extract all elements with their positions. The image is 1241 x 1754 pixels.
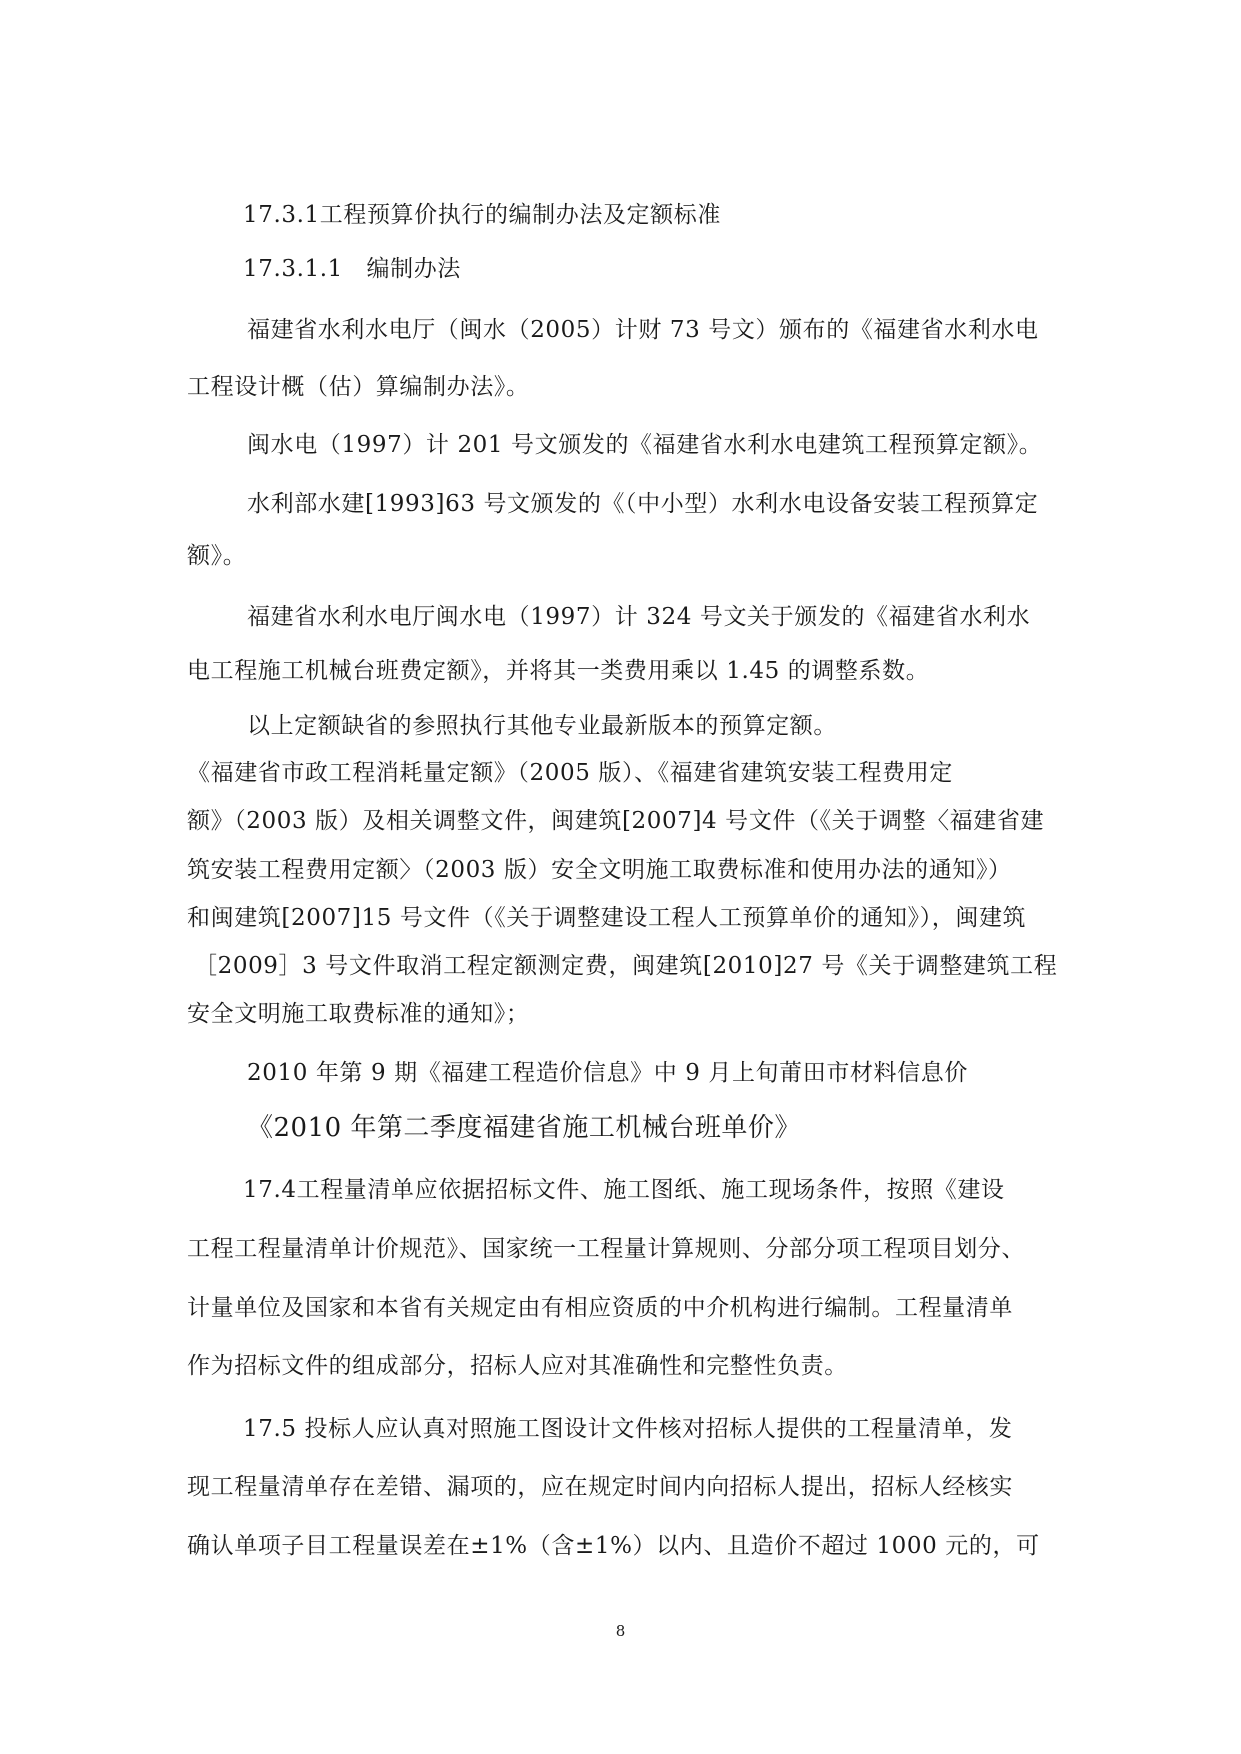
section-heading-17-3-1-1: 17.3.1.1 编制办法 [243,256,461,282]
paragraph-line: 福建省水利水电厅（闽水（2005）计财 73 号文）颁布的《福建省水利水电 [247,317,1039,343]
paragraph-line: 《2010 年第二季度福建省施工机械台班单价》 [247,1113,801,1143]
paragraph-line: 确认单项子目工程量误差在±1%（含±1%）以内、且造价不超过 1000 元的，可 [187,1533,1040,1559]
section-heading-17-4: 17.4工程量清单应依据招标文件、施工图纸、施工现场条件，按照《建设 [243,1177,1005,1203]
section-heading-17-3-1: 17.3.1工程预算价执行的编制办法及定额标准 [243,202,721,228]
paragraph-line: 额》。 [187,543,247,569]
paragraph-line: 电工程施工机械台班费定额》，并将其一类费用乘以 1.45 的调整系数。 [187,658,930,684]
paragraph-line: ［2009］3 号文件取消工程定额测定费，闽建筑[2010]27 号《关于调整建筑工程 [194,953,1058,979]
paragraph-line: 工程设计概（估）算编制办法》。 [187,374,530,400]
paragraph-line: 以上定额缺省的参照执行其他专业最新版本的预算定额。 [247,713,837,739]
paragraph-line: 和闽建筑[2007]15 号文件（《关于调整建设工程人工预算单价的通知》），闽建筑 [187,905,1027,931]
paragraph-line: 现工程量清单存在差错、漏项的，应在规定时间内向招标人提出，招标人经核实 [187,1474,1013,1500]
paragraph-line: 闽水电（1997）计 201 号文颁发的《福建省水利水电建筑工程预算定额》。 [247,432,1043,458]
paragraph-line: 工程工程量清单计价规范》、国家统一工程量计算规则、分部分项工程项目划分、 [187,1236,1026,1262]
section-heading-17-5: 17.5 投标人应认真对照施工图设计文件核对招标人提供的工程量清单，发 [243,1416,1013,1442]
paragraph-line: 计量单位及国家和本省有关规定由有相应资质的中介机构进行编制。工程量清单 [187,1295,1013,1321]
paragraph-line: 额》（2003 版）及相关调整文件，闽建筑[2007]4 号文件（《关于调整〈福建省建 [187,808,1045,834]
paragraph-line: 福建省水利水电厅闽水电（1997）计 324 号文关于颁发的《福建省水利水 [247,604,1031,630]
paragraph-line: 安全文明施工取费标准的通知》； [187,1001,530,1027]
paragraph-line: 2010 年第 9 期《福建工程造价信息》中 9 月上旬莆田市材料信息价 [247,1060,968,1086]
paragraph-line: 水利部水建[1993]63 号文颁发的《（中小型）水利水电设备安装工程预算定 [247,491,1039,517]
paragraph-line: 作为招标文件的组成部分，招标人应对其准确性和完整性负责。 [187,1353,848,1379]
page-number: 8 [615,1622,626,1640]
paragraph-line: 《福建省市政工程消耗量定额》（2005 版）、《福建省建筑安装工程费用定 [187,760,953,786]
paragraph-line: 筑安装工程费用定额〉（2003 版）安全文明施工取费标准和使用办法的通知》） [187,857,1012,883]
